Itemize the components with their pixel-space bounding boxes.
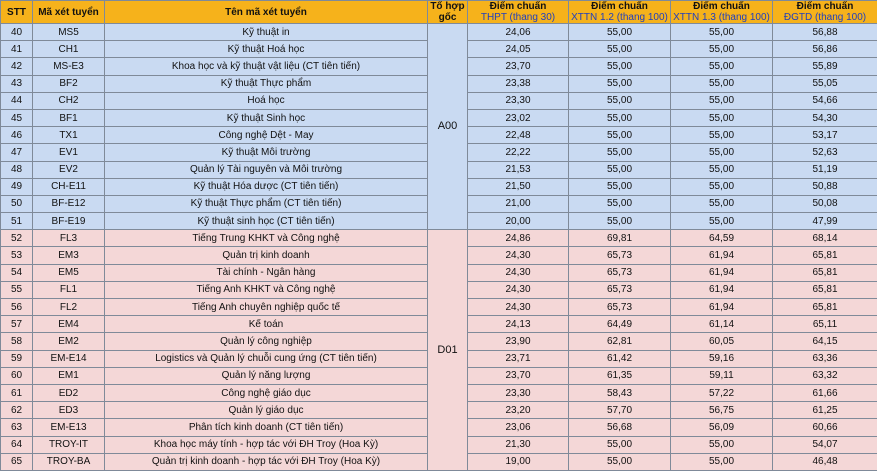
name-cell: Kỹ thuật Hóa dược (CT tiên tiến) <box>105 178 428 195</box>
name-cell: Khoa học và kỹ thuật vật liệu (CT tiên tiến) <box>105 58 428 75</box>
xttn13-cell: 55,00 <box>671 144 773 161</box>
xttn13-cell: 55,00 <box>671 161 773 178</box>
name-cell: Tiếng Anh chuyên nghiệp quốc tế <box>105 299 428 316</box>
dgtd-cell: 60,66 <box>773 419 877 436</box>
stt-cell: 56 <box>1 299 33 316</box>
name-cell: Quản lý giáo dục <box>105 402 428 419</box>
xttn13-cell: 55,00 <box>671 109 773 126</box>
xttn13-cell: 55,00 <box>671 195 773 212</box>
stt-cell: 64 <box>1 436 33 453</box>
header-code: Mã xét tuyển <box>33 1 105 24</box>
dgtd-cell: 65,81 <box>773 281 877 298</box>
stt-cell: 41 <box>1 41 33 58</box>
xttn12-cell: 55,00 <box>569 453 671 470</box>
name-cell: Tiếng Anh KHKT và Công nghệ <box>105 281 428 298</box>
name-cell: Hoá học <box>105 92 428 109</box>
xttn13-cell: 61,14 <box>671 316 773 333</box>
name-cell: Kỹ thuật in <box>105 24 428 41</box>
dgtd-cell: 65,11 <box>773 316 877 333</box>
thpt-cell: 23,90 <box>468 333 569 350</box>
xttn12-cell: 61,42 <box>569 350 671 367</box>
dgtd-cell: 61,66 <box>773 384 877 401</box>
xttn12-cell: 55,00 <box>569 75 671 92</box>
xttn13-cell: 61,94 <box>671 247 773 264</box>
thpt-cell: 23,02 <box>468 109 569 126</box>
code-cell: EM3 <box>33 247 105 264</box>
stt-cell: 45 <box>1 109 33 126</box>
thpt-cell: 23,70 <box>468 58 569 75</box>
name-cell: Quản lý công nghiệp <box>105 333 428 350</box>
code-cell: ED2 <box>33 384 105 401</box>
code-cell: TX1 <box>33 127 105 144</box>
xttn13-cell: 55,00 <box>671 213 773 230</box>
xttn12-cell: 69,81 <box>569 230 671 247</box>
stt-cell: 54 <box>1 264 33 281</box>
thpt-cell: 24,13 <box>468 316 569 333</box>
code-cell: BF2 <box>33 75 105 92</box>
code-cell: ED3 <box>33 402 105 419</box>
dgtd-cell: 55,05 <box>773 75 877 92</box>
thpt-cell: 24,06 <box>468 24 569 41</box>
stt-cell: 50 <box>1 195 33 212</box>
xttn12-cell: 55,00 <box>569 178 671 195</box>
code-cell: TROY-BA <box>33 453 105 470</box>
stt-cell: 52 <box>1 230 33 247</box>
stt-cell: 62 <box>1 402 33 419</box>
xttn12-cell: 61,35 <box>569 367 671 384</box>
stt-cell: 44 <box>1 92 33 109</box>
thpt-cell: 23,38 <box>468 75 569 92</box>
stt-cell: 61 <box>1 384 33 401</box>
xttn12-cell: 65,73 <box>569 264 671 281</box>
dgtd-cell: 50,08 <box>773 195 877 212</box>
name-cell: Quản trị kinh doanh <box>105 247 428 264</box>
xttn12-cell: 64,49 <box>569 316 671 333</box>
xttn12-cell: 55,00 <box>569 195 671 212</box>
xttn12-cell: 55,00 <box>569 58 671 75</box>
dgtd-cell: 68,14 <box>773 230 877 247</box>
dgtd-cell: 46,48 <box>773 453 877 470</box>
dgtd-cell: 50,88 <box>773 178 877 195</box>
xttn13-cell: 61,94 <box>671 299 773 316</box>
stt-cell: 55 <box>1 281 33 298</box>
stt-cell: 59 <box>1 350 33 367</box>
name-cell: Kỹ thuật sinh học (CT tiên tiến) <box>105 213 428 230</box>
xttn12-cell: 65,73 <box>569 281 671 298</box>
name-cell: Kỹ thuật Thực phẩm (CT tiên tiến) <box>105 195 428 212</box>
code-cell: BF-E19 <box>33 213 105 230</box>
code-cell: FL2 <box>33 299 105 316</box>
xttn12-cell: 65,73 <box>569 247 671 264</box>
dgtd-cell: 63,32 <box>773 367 877 384</box>
dgtd-cell: 65,81 <box>773 247 877 264</box>
header-name: Tên mã xét tuyển <box>105 1 428 24</box>
thpt-cell: 19,00 <box>468 453 569 470</box>
dgtd-cell: 52,63 <box>773 144 877 161</box>
code-cell: CH1 <box>33 41 105 58</box>
xttn13-cell: 55,00 <box>671 24 773 41</box>
dgtd-cell: 65,81 <box>773 264 877 281</box>
xttn13-cell: 61,94 <box>671 264 773 281</box>
dgtd-cell: 54,66 <box>773 92 877 109</box>
thpt-cell: 24,05 <box>468 41 569 58</box>
thpt-cell: 23,06 <box>468 419 569 436</box>
thpt-cell: 23,30 <box>468 92 569 109</box>
name-cell: Kế toán <box>105 316 428 333</box>
xttn12-cell: 55,00 <box>569 109 671 126</box>
xttn12-cell: 65,73 <box>569 299 671 316</box>
xttn13-cell: 55,00 <box>671 75 773 92</box>
table-body <box>1 24 877 471</box>
xttn12-cell: 55,00 <box>569 161 671 178</box>
thpt-cell: 22,22 <box>468 144 569 161</box>
name-cell: Kỹ thuật Hoá học <box>105 41 428 58</box>
stt-cell: 48 <box>1 161 33 178</box>
xttn13-cell: 56,09 <box>671 419 773 436</box>
code-cell: EM4 <box>33 316 105 333</box>
name-cell: Quản trị kinh doanh - hợp tác với ĐH Troy (Hoa Kỳ) <box>105 453 428 470</box>
name-cell: Quản lý năng lượng <box>105 367 428 384</box>
xttn12-cell: 56,68 <box>569 419 671 436</box>
code-cell: EV1 <box>33 144 105 161</box>
thpt-cell: 23,70 <box>468 367 569 384</box>
header-stt: STT <box>1 1 33 24</box>
code-cell: EV2 <box>33 161 105 178</box>
xttn13-cell: 55,00 <box>671 127 773 144</box>
header-combo: Tổ hợp gốc <box>428 1 468 24</box>
thpt-cell: 21,00 <box>468 195 569 212</box>
dgtd-cell: 63,36 <box>773 350 877 367</box>
stt-cell: 60 <box>1 367 33 384</box>
stt-cell: 40 <box>1 24 33 41</box>
thpt-cell: 21,30 <box>468 436 569 453</box>
name-cell: Công nghệ Dệt - May <box>105 127 428 144</box>
dgtd-cell: 56,86 <box>773 41 877 58</box>
code-cell: MS-E3 <box>33 58 105 75</box>
code-cell: MS5 <box>33 24 105 41</box>
code-cell: EM1 <box>33 367 105 384</box>
xttn13-cell: 59,16 <box>671 350 773 367</box>
xttn12-cell: 55,00 <box>569 144 671 161</box>
dgtd-cell: 47,99 <box>773 213 877 230</box>
header-xttn12: Điểm chuẩn XTTN 1.2 (thang 100) <box>569 1 671 24</box>
xttn13-cell: 55,00 <box>671 178 773 195</box>
name-cell: Khoa học máy tính - hợp tác với ĐH Troy (Hoa Kỳ) <box>105 436 428 453</box>
stt-cell: 51 <box>1 213 33 230</box>
name-cell: Kỹ thuật Môi trường <box>105 144 428 161</box>
name-cell: Kỹ thuật Sinh học <box>105 109 428 126</box>
name-cell: Tài chính - Ngân hàng <box>105 264 428 281</box>
header-thpt: Điểm chuẩn THPT (thang 30) <box>468 1 569 24</box>
stt-cell: 65 <box>1 453 33 470</box>
xttn12-cell: 57,70 <box>569 402 671 419</box>
combo-cell: D01 <box>428 230 468 471</box>
code-cell: EM-E13 <box>33 419 105 436</box>
xttn13-cell: 56,75 <box>671 402 773 419</box>
stt-cell: 58 <box>1 333 33 350</box>
thpt-cell: 23,20 <box>468 402 569 419</box>
dgtd-cell: 56,88 <box>773 24 877 41</box>
name-cell: Quản lý Tài nguyên và Môi trường <box>105 161 428 178</box>
xttn13-cell: 59,11 <box>671 367 773 384</box>
xttn12-cell: 62,81 <box>569 333 671 350</box>
stt-cell: 63 <box>1 419 33 436</box>
stt-cell: 46 <box>1 127 33 144</box>
thpt-cell: 20,00 <box>468 213 569 230</box>
thpt-cell: 24,86 <box>468 230 569 247</box>
xttn12-cell: 58,43 <box>569 384 671 401</box>
stt-cell: 47 <box>1 144 33 161</box>
stt-cell: 53 <box>1 247 33 264</box>
name-cell: Logistics và Quản lý chuỗi cung ứng (CT tiên tiến) <box>105 350 428 367</box>
code-cell: CH2 <box>33 92 105 109</box>
code-cell: EM5 <box>33 264 105 281</box>
name-cell: Kỹ thuật Thực phẩm <box>105 75 428 92</box>
name-cell: Phân tích kinh doanh (CT tiên tiến) <box>105 419 428 436</box>
xttn13-cell: 55,00 <box>671 453 773 470</box>
thpt-cell: 24,30 <box>468 281 569 298</box>
thpt-cell: 24,30 <box>468 247 569 264</box>
header-xttn13: Điểm chuẩn XTTN 1.3 (thang 100) <box>671 1 773 24</box>
xttn13-cell: 61,94 <box>671 281 773 298</box>
stt-cell: 43 <box>1 75 33 92</box>
stt-cell: 57 <box>1 316 33 333</box>
dgtd-cell: 54,30 <box>773 109 877 126</box>
dgtd-cell: 54,07 <box>773 436 877 453</box>
code-cell: CH-E11 <box>33 178 105 195</box>
xttn12-cell: 55,00 <box>569 24 671 41</box>
code-cell: FL1 <box>33 281 105 298</box>
xttn12-cell: 55,00 <box>569 127 671 144</box>
xttn12-cell: 55,00 <box>569 436 671 453</box>
code-cell: FL3 <box>33 230 105 247</box>
xttn12-cell: 55,00 <box>569 41 671 58</box>
xttn13-cell: 64,59 <box>671 230 773 247</box>
dgtd-cell: 55,89 <box>773 58 877 75</box>
xttn13-cell: 55,00 <box>671 92 773 109</box>
code-cell: BF1 <box>33 109 105 126</box>
thpt-cell: 21,50 <box>468 178 569 195</box>
dgtd-cell: 61,25 <box>773 402 877 419</box>
code-cell: TROY-IT <box>33 436 105 453</box>
thpt-cell: 21,53 <box>468 161 569 178</box>
stt-cell: 42 <box>1 58 33 75</box>
header-row <box>1 1 877 24</box>
code-cell: EM-E14 <box>33 350 105 367</box>
xttn12-cell: 55,00 <box>569 213 671 230</box>
thpt-cell: 24,30 <box>468 299 569 316</box>
thpt-cell: 22,48 <box>468 127 569 144</box>
xttn13-cell: 55,00 <box>671 41 773 58</box>
name-cell: Tiếng Trung KHKT và Công nghệ <box>105 230 428 247</box>
code-cell: EM2 <box>33 333 105 350</box>
xttn13-cell: 55,00 <box>671 436 773 453</box>
xttn13-cell: 60,05 <box>671 333 773 350</box>
thpt-cell: 23,30 <box>468 384 569 401</box>
thpt-cell: 23,71 <box>468 350 569 367</box>
dgtd-cell: 65,81 <box>773 299 877 316</box>
name-cell: Công nghệ giáo dục <box>105 384 428 401</box>
stt-cell: 49 <box>1 178 33 195</box>
xttn12-cell: 55,00 <box>569 92 671 109</box>
dgtd-cell: 64,15 <box>773 333 877 350</box>
dgtd-cell: 53,17 <box>773 127 877 144</box>
thpt-cell: 24,30 <box>468 264 569 281</box>
combo-cell: A00 <box>428 24 468 230</box>
table-row <box>1 230 877 247</box>
dgtd-cell: 51,19 <box>773 161 877 178</box>
table-row <box>1 24 877 41</box>
header-dgtd: Điểm chuẩn ĐGTD (thang 100) <box>773 1 877 24</box>
code-cell: BF-E12 <box>33 195 105 212</box>
xttn13-cell: 55,00 <box>671 58 773 75</box>
xttn13-cell: 57,22 <box>671 384 773 401</box>
